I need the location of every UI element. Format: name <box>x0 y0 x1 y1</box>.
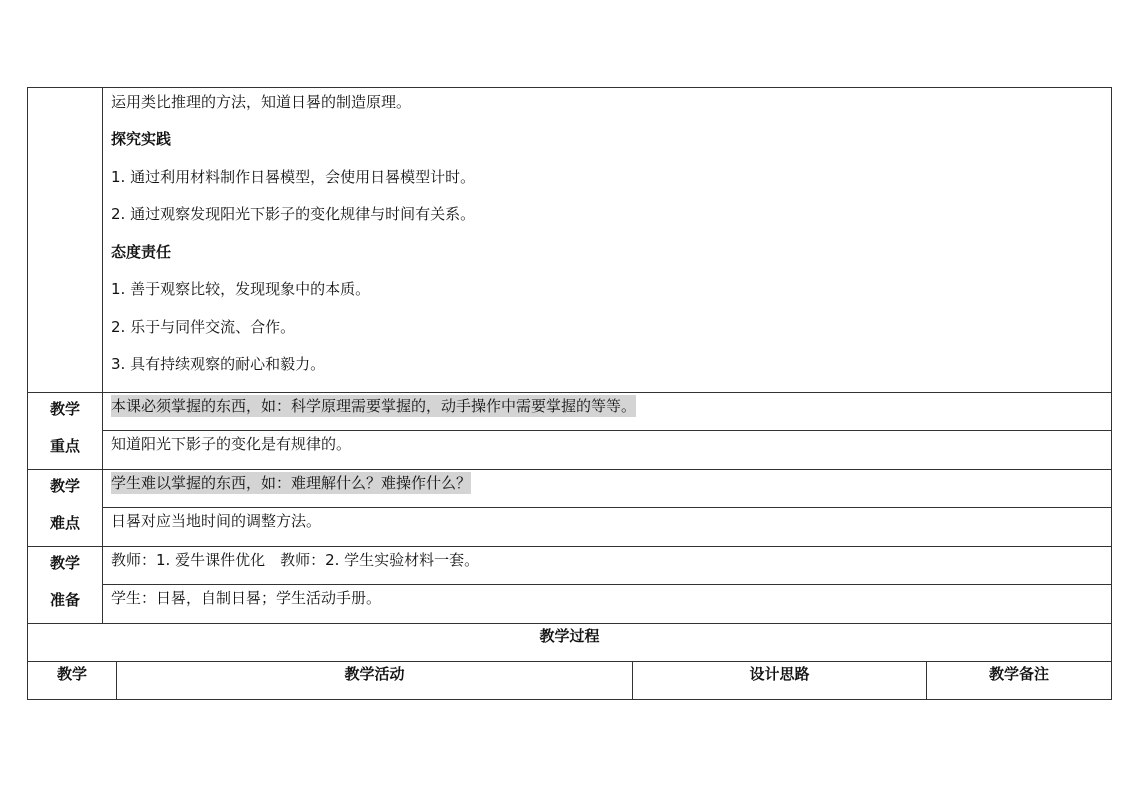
objective-text: 运用类比推理的方法，知道日晷的制造原理。 <box>111 93 412 111</box>
label-line: 准备 <box>49 591 80 609</box>
objective-text: 2. 通过观察发现阳光下影子的变化规律与时间有关系。 <box>111 205 476 223</box>
preparation-row <box>28 546 1112 585</box>
key-points-content-row <box>28 431 1112 470</box>
section-heading-attitude: 态度责任 <box>111 242 172 261</box>
objective-text: 1. 通过利用材料制作日晷模型，会使用日晷模型计时。 <box>111 167 476 186</box>
column-header-notes: 教学备注 <box>927 661 1112 699</box>
column-header-design: 设计思路 <box>633 661 927 699</box>
difficulties-label <box>28 469 103 546</box>
objective-text: 3. 具有持续观察的耐心和毅力。 <box>111 355 326 373</box>
key-points-hint: 本课必须掌握的东西，如：科学原理需要掌握的，动手操作中需要掌握的等等。 <box>111 396 637 415</box>
preparation-student-row <box>28 585 1112 624</box>
difficulties-hint-cell <box>103 469 1112 508</box>
label-line: 教学 <box>49 553 80 572</box>
difficulties-content: 日晷对应当地时间的调整方法。 <box>103 508 1112 547</box>
key-points-hint-cell <box>103 392 1112 431</box>
process-title: 教学过程 <box>28 623 1112 661</box>
objective-text: 1. 善于观察比较，发现现象中的本质。 <box>111 280 371 298</box>
label-line: 教学 <box>49 476 80 495</box>
key-points-row <box>28 392 1112 431</box>
objectives-content-cell <box>103 88 1112 393</box>
objective-text: 2. 乐于与同伴交流、合作。 <box>111 317 296 336</box>
column-header-stage: 教学 <box>28 661 117 699</box>
preparation-student: 学生：日晷，自制日晷；学生活动手册。 <box>103 585 1112 624</box>
label-line: 教学 <box>49 399 80 418</box>
label-line: 重点 <box>49 437 80 455</box>
difficulties-content-row <box>28 508 1112 547</box>
label-line: 难点 <box>49 514 80 532</box>
key-points-label <box>28 392 103 469</box>
objectives-row <box>28 88 1112 393</box>
preparation-teacher: 教师：1. 爱牛课件优化 教师：2. 学生实验材料一套。 <box>103 546 1112 585</box>
objectives-label-cell <box>28 88 103 393</box>
process-header-row <box>28 661 1112 699</box>
process-title-row <box>28 623 1112 661</box>
lesson-plan-document <box>27 87 1111 700</box>
lesson-plan-table <box>27 87 1112 700</box>
key-points-content: 知道阳光下影子的变化是有规律的。 <box>103 431 1112 470</box>
column-header-activity: 教学活动 <box>117 661 633 699</box>
preparation-label <box>28 546 103 623</box>
difficulties-row <box>28 469 1112 508</box>
difficulties-hint: 学生难以掌握的东西，如：难理解什么？难操作什么？ <box>111 473 472 492</box>
section-heading-practice: 探究实践 <box>111 130 172 148</box>
